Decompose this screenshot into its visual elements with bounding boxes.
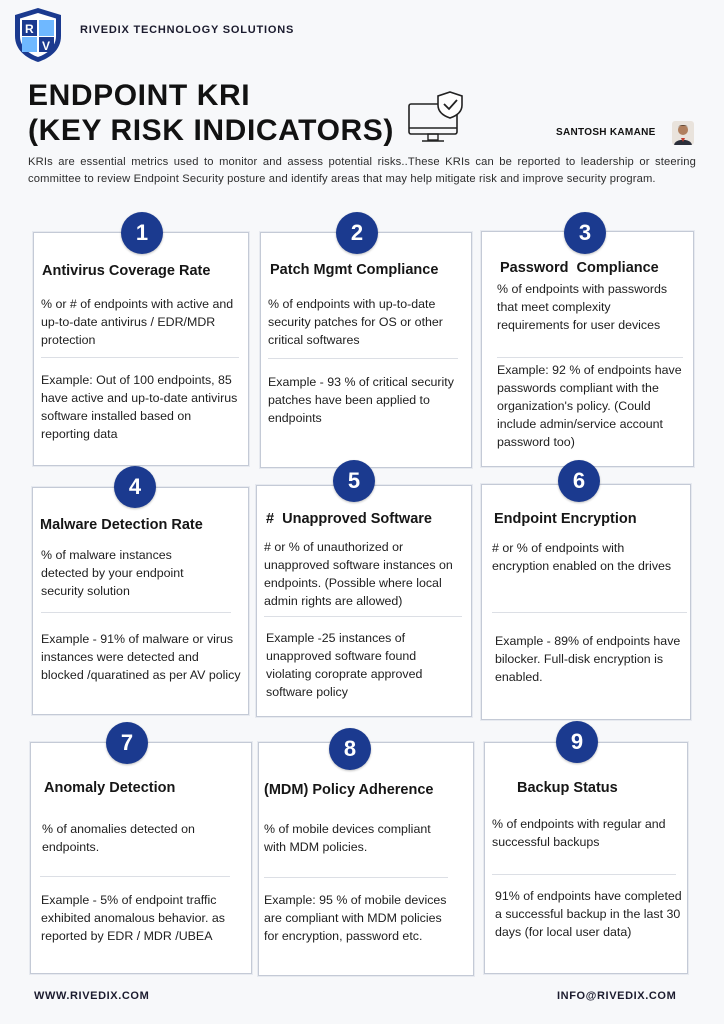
rivedix-logo	[12, 6, 64, 64]
footer-email-link[interactable]: INFO@RIVEDIX.COM	[557, 990, 677, 1002]
footer-website-link[interactable]: WWW.RIVEDIX.COM	[34, 990, 150, 1002]
kri-number-badge-2: 2	[336, 212, 378, 254]
kri-number-badge-8: 8	[329, 728, 371, 770]
kri-example-8: Example: 95 % of mobile devices are compliant with MDM policies for encryption, password etc.	[264, 893, 447, 943]
kri-description-1: % or # of endpoints with active and up-to-date antivirus / EDR/MDR protection	[41, 297, 234, 347]
kri-title-5: # Unapproved Software	[266, 511, 432, 527]
page-title	[28, 78, 394, 148]
page-title-line2: (KEY RISK INDICATORS)	[28, 114, 394, 147]
kri-description-3: % of endpoints with passwords that meet complexity requirements for user devices	[497, 282, 668, 332]
kri-number-badge-5: 5	[333, 460, 375, 502]
kri-example-5: Example -25 instances of unapproved software found violating coroprate approved software policy	[266, 631, 423, 699]
kri-description-4: % of malware instances detected by your endpoint security solution	[41, 548, 184, 598]
logo-letter-v: V	[42, 39, 51, 53]
kri-description-8: % of mobile devices compliant with MDM policies.	[264, 822, 431, 854]
kri-description-6: # or % of endpoints with encryption enabled on the drives	[492, 541, 672, 573]
kri-title-8: (MDM) Policy Adherence	[264, 782, 434, 798]
kri-title-4: Malware Detection Rate	[40, 517, 203, 533]
kri-divider-9	[492, 874, 676, 875]
kri-title-2: Patch Mgmt Compliance	[270, 262, 439, 278]
kri-number-badge-3: 3	[564, 212, 606, 254]
kri-number-badge-4: 4	[114, 466, 156, 508]
kri-divider-5	[264, 616, 462, 617]
kri-example-2: Example - 93 % of critical security patches have been applied to endpoints	[268, 375, 454, 425]
kri-number-badge-6: 6	[558, 460, 600, 502]
kri-divider-2	[268, 358, 458, 359]
kri-description-7: % of anomalies detected on endpoints.	[42, 822, 195, 854]
monitor-shield-icon	[406, 90, 468, 148]
kri-title-7: Anomaly Detection	[44, 780, 176, 796]
kri-example-6: Example - 89% of endpoints have bilocker. Full-disk encryption is enabled.	[495, 634, 681, 684]
kri-divider-6	[492, 612, 687, 613]
kri-title-9: Backup Status	[517, 780, 618, 796]
intro-paragraph: KRIs are essential metrics used to monitor and assess potential risks..These KRIs can be reported to leadership or steering committee to review Endpoint Security posture and identify areas that may help mitigate risk and improve security program.	[28, 156, 696, 185]
kri-description-5: # or % of unauthorized or unapproved software instances on endpoints. (Possible where local admin rights are allowed)	[264, 540, 453, 608]
kri-divider-4	[41, 612, 231, 613]
kri-number-badge-1: 1	[121, 212, 163, 254]
kri-title-1: Antivirus Coverage Rate	[42, 263, 211, 279]
kri-example-4: Example - 91% of malware or virus instances were detected and blocked /quaratined as per AV policy	[41, 632, 241, 682]
kri-divider-8	[264, 877, 448, 878]
kri-description-9: % of endpoints with regular and successful backups	[492, 817, 666, 849]
kri-divider-7	[40, 876, 230, 877]
page-title-line1: ENDPOINT KRI	[28, 79, 251, 112]
kri-divider-3	[497, 357, 683, 358]
kri-example-7: Example - 5% of endpoint traffic exhibited anomalous behavior. as reported by EDR / MDR /UBEA	[41, 893, 225, 943]
company-name: RIVEDIX TECHNOLOGY SOLUTIONS	[80, 24, 295, 36]
kri-example-1: Example: Out of 100 endpoints, 85 have active and up-to-date antivirus software installed based on reporting data	[41, 373, 238, 441]
kri-title-3: Password Compliance	[500, 260, 659, 276]
kri-example-3: Example: 92 % of endpoints have passwords compliant with the organization's policy. (Could include admin/service account password too)	[497, 363, 682, 449]
kri-number-badge-7: 7	[106, 722, 148, 764]
kri-example-9: 91% of endpoints have completed a successful backup in the last 30 days (for local user data)	[495, 889, 682, 939]
kri-divider-1	[41, 357, 239, 358]
author-name: SANTOSH KAMANE	[556, 127, 656, 138]
kri-number-badge-9: 9	[556, 721, 598, 763]
kri-title-6: Endpoint Encryption	[494, 511, 637, 527]
kri-description-2: % of endpoints with up-to-date security patches for OS or other critical softwares	[268, 297, 443, 347]
author-avatar	[672, 121, 694, 145]
logo-letter-r: R	[25, 22, 34, 36]
